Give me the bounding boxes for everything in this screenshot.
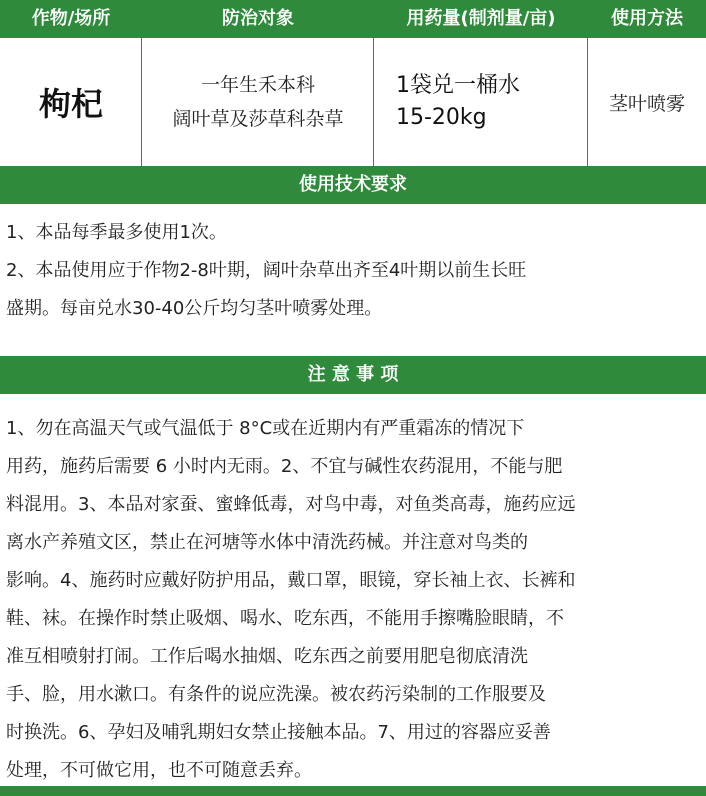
cell-method: 茎叶喷雾: [608, 92, 685, 115]
target-line-2: 阔叶草及莎草科杂草: [172, 108, 344, 130]
precautions-line: 用药，施药后需要 6 小时内无雨。2、不宜与碱性农药混用，不能与肥: [6, 456, 563, 477]
section-title-precautions: 注 意 事 项: [0, 356, 706, 394]
header-target: 防治对象: [222, 8, 294, 29]
header-crop: 作物/场所: [31, 8, 111, 29]
technical-item-2-line: 盛期。每亩兑水30-40公斤均匀茎叶喷雾处理。: [6, 298, 383, 319]
technical-item-1: 1、本品每季最多使用1次。: [6, 222, 227, 243]
precautions-line: 手、脸，用水漱口。有条件的说应洗澡。被农药污染制的工作服要及: [6, 684, 546, 705]
cell-target: [142, 38, 374, 166]
precautions-line: 准互相喷射打闹。工作后喝水抽烟、吃东西之前要用肥皂彻底清洗: [6, 646, 528, 667]
precautions-line: 1、勿在高温天气或气温低于 8°C或在近期内有严重霜冻的情况下: [6, 418, 525, 439]
technical-item-2: [6, 252, 700, 328]
header-method: 使用方法: [611, 8, 683, 29]
header-dosage: 用药量(制剂量/亩): [406, 8, 556, 29]
precautions-line: 时换洗。6、孕妇及哺乳期妇女禁止接触本品。7、用过的容器应妥善: [6, 722, 551, 743]
precautions-line: 处理，不可做它用，也不可随意丢弃。: [6, 760, 312, 781]
precautions-line: 离水产养殖文区，禁止在河塘等水体中清洗药械。并注意对鸟类的: [6, 532, 528, 553]
precautions-line: 影响。4、施药时应戴好防护用品，戴口罩，眼镜，穿长袖上衣、长裤和: [6, 570, 576, 591]
section-title-technical: 使用技术要求: [0, 166, 706, 204]
precautions-line: 鞋、袜。在操作时禁止吸烟、喝水、吃东西，不能用手擦嘴脸眼睛，不: [6, 608, 564, 629]
dosage-line-1: 1袋兑一桶水: [396, 73, 520, 98]
cell-crop: 枸杞: [38, 85, 103, 123]
cell-dosage: [374, 38, 588, 166]
bottom-divider: [0, 786, 706, 796]
dosage-line-2: 15-20kg: [396, 105, 487, 130]
technical-item-2-line: 2、本品使用应于作物2-8叶期，阔叶杂草出齐至4叶期以前生长旺: [6, 260, 527, 281]
precautions-text: [6, 410, 700, 790]
target-line-1: 一年生禾本科: [200, 74, 315, 96]
precautions-line: 料混用。3、本品对家蚕、蜜蜂低毒，对鸟中毒，对鱼类高毒，施药应远: [6, 494, 576, 515]
